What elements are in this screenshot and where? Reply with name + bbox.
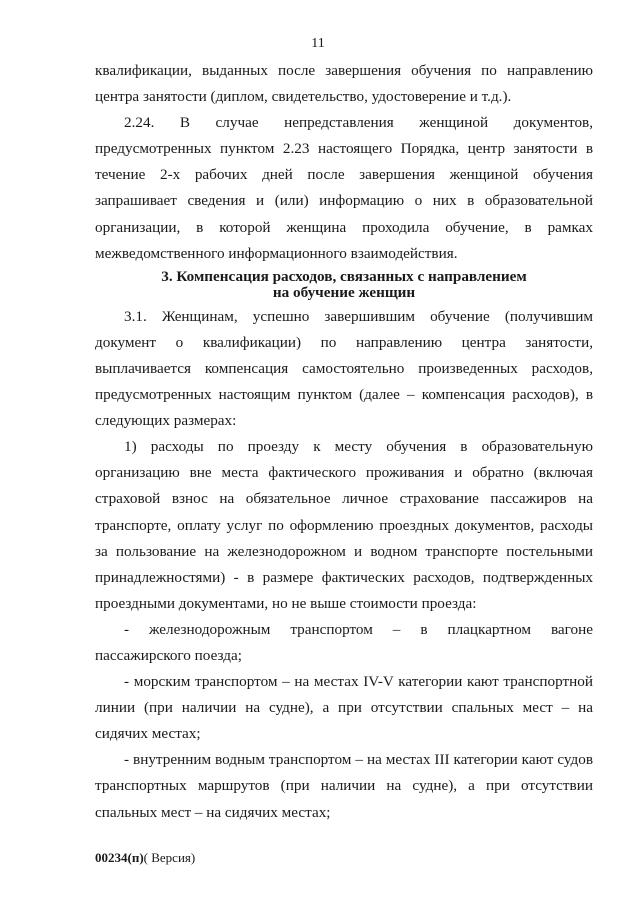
paragraph-2-24: 2.24. В случае непредставления женщиной документов, предусмотренных пунктом 2.23 настоящего Порядка, центр занятости в течение 2-х рабочих дней после завершения женщиной обучения запрашивает сведения и (или) информацию о них в образовательной организации, в которой женщина проходила обучение, в рамках межведомственного информационного взаимодействия. bbox=[95, 114, 593, 262]
paragraph-continuation: квалификации, выданных после завершения обучения по направлению центра занятости (диплом, свидетельство, удостоверение и т.д.). bbox=[95, 62, 593, 106]
paragraph-item-1: 1) расходы по проезду к месту обучения в образовательную организацию вне места фактического проживания и обратно (включая страховой взнос на обязательное личное страхование пассажиров на транспорте, оплату услуг по оформлению проездных документов, расходы за пользование на железнодорожном и водном транспорте постельными принадлежностями) - в размере фактических расходов, подтвержденных проездными документами, но не выше стоимости проезда: bbox=[95, 438, 593, 612]
list-item-sea: - морским транспортом – на местах IV-V категории кают транспортной линии (при наличии на судне), а при отсутствии спальных мест – на сидячих местах; bbox=[95, 673, 593, 743]
paragraph-3-1: 3.1. Женщинам, успешно завершившим обучение (получившим документ о квалификации) по направлению центра занятости, выплачивается компенсация самостоятельно произведенных расходов, предусмотренных настоящим пунктом (далее – компенсация расходов), в следующих размерах: bbox=[95, 307, 593, 430]
footer-version: ( Версия) bbox=[143, 850, 196, 865]
section-heading-line2: на обучение женщин bbox=[272, 283, 416, 301]
document-footer bbox=[95, 850, 195, 866]
page-number: 11 bbox=[311, 36, 325, 51]
section-heading-line1: 3. Компенсация расходов, связанных с направлением bbox=[161, 267, 527, 285]
document-body bbox=[95, 58, 593, 826]
footer-code: 00234(п) bbox=[95, 850, 144, 865]
section-3-heading bbox=[95, 267, 593, 304]
list-item-railway: - железнодорожным транспортом – в плацкартном вагоне пассажирского поезда; bbox=[95, 620, 593, 664]
list-item-inland-water: - внутренним водным транспортом – на местах III категории кают судов транспортных маршрутов (при наличии на судне), а при отсутствии спальных мест – на сидячих местах; bbox=[95, 751, 593, 821]
